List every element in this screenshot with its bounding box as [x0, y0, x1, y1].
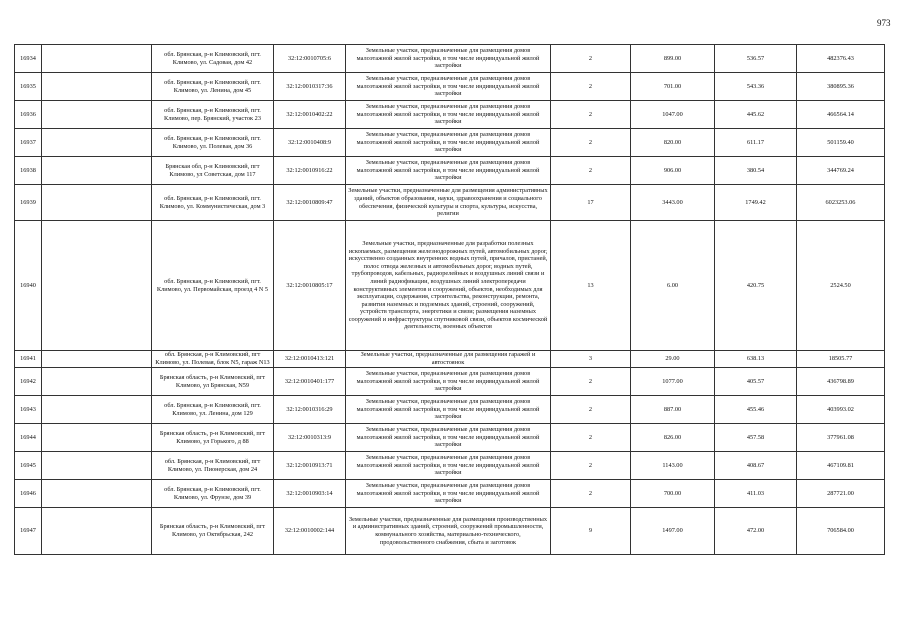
- cell-group: 17: [551, 185, 631, 221]
- cell-record-id: 16941: [15, 351, 42, 368]
- cell-cadastral-value: 467109.81: [797, 452, 885, 480]
- table-row: [15, 45, 885, 73]
- cell-area: 1497.00: [631, 508, 715, 555]
- cell-land-purpose: Земельные участки, предназначенные для разработки полезных ископаемых, размещения железнодорожных путей, автомобильных дорог, искусственно созданных внутренних водных путей, причалов, пристаней, полос отвода железных и автомобильных дорог, водных путей, трубопроводов, кабельных, радиорелейных и воздушных линий связи и линий радиофикации, воздушных линий электропередачи конструктивных элементов и сооружений, объектов, необходимых для эксплуатации, содержания, строительства, реконструкции, ремонта, развития наземных и подземных зданий, строений, сооружений, устройств транспорта, энергетики и связи; размещения наземных сооружений и инфраструктуры спутниковой связи, объектов космической деятельности, военных объектов: [346, 221, 551, 351]
- cell-cadastral-number: 32:12:0010316:29: [274, 396, 346, 424]
- cell-spacer: [42, 221, 152, 351]
- table-row: [15, 480, 885, 508]
- page-number: 973: [877, 18, 891, 28]
- cell-cadastral-number: 32:12:0010809:47: [274, 185, 346, 221]
- cell-area: 820.00: [631, 129, 715, 157]
- cell-specific-value: 445.62: [715, 101, 797, 129]
- cell-group: 13: [551, 221, 631, 351]
- cell-specific-value: 472.00: [715, 508, 797, 555]
- table-row: [15, 351, 885, 368]
- cell-group: 2: [551, 452, 631, 480]
- cell-area: 887.00: [631, 396, 715, 424]
- cell-spacer: [42, 351, 152, 368]
- cell-specific-value: 380.54: [715, 157, 797, 185]
- cell-area: 3443.00: [631, 185, 715, 221]
- cell-spacer: [42, 508, 152, 555]
- cell-group: 2: [551, 73, 631, 101]
- cell-land-purpose: Земельные участки, предназначенные для размещения домов малоэтажной жилой застройки, в том числе индивидуальной жилой застройки: [346, 73, 551, 101]
- cell-address: обл. Брянская, р-н Климовский, пгт. Климово, пер. Брянский, участок 23: [152, 101, 274, 129]
- cell-cadastral-number: 32:12:0010916:22: [274, 157, 346, 185]
- cell-specific-value: 405.57: [715, 368, 797, 396]
- cell-address: Брянская область, р-н Климовский, пгт Климово, ул Горького, д 88: [152, 424, 274, 452]
- cell-group: 3: [551, 351, 631, 368]
- cell-group: 2: [551, 424, 631, 452]
- cell-cadastral-value: 18505.77: [797, 351, 885, 368]
- cell-record-id: 16939: [15, 185, 42, 221]
- cell-spacer: [42, 129, 152, 157]
- cell-record-id: 16946: [15, 480, 42, 508]
- cell-record-id: 16937: [15, 129, 42, 157]
- cell-land-purpose: Земельные участки, предназначенные для размещения домов малоэтажной жилой застройки, в том числе индивидуальной жилой застройки: [346, 452, 551, 480]
- cell-land-purpose: Земельные участки, предназначенные для размещения домов малоэтажной жилой застройки, в том числе индивидуальной жилой застройки: [346, 101, 551, 129]
- cell-spacer: [42, 45, 152, 73]
- cell-cadastral-value: 706584.00: [797, 508, 885, 555]
- cell-area: 826.00: [631, 424, 715, 452]
- table-row: [15, 368, 885, 396]
- cell-area: 1143.00: [631, 452, 715, 480]
- cell-land-purpose: Земельные участки, предназначенные для размещения домов малоэтажной жилой застройки, в том числе индивидуальной жилой застройки: [346, 480, 551, 508]
- table-row: [15, 157, 885, 185]
- cell-address: обл. Брянская, р-н Климовский, пгт. Климово, ул. Фрунзе, дом 39: [152, 480, 274, 508]
- cell-cadastral-number: 32:12:0010408:9: [274, 129, 346, 157]
- table-body: [15, 45, 885, 555]
- cell-group: 9: [551, 508, 631, 555]
- cell-spacer: [42, 185, 152, 221]
- table-row: [15, 129, 885, 157]
- cell-record-id: 16938: [15, 157, 42, 185]
- cell-cadastral-number: 32:12:0010002:144: [274, 508, 346, 555]
- cell-specific-value: 638.13: [715, 351, 797, 368]
- land-plots-table: [14, 44, 885, 555]
- cell-record-id: 16942: [15, 368, 42, 396]
- cell-address: обл. Брянская, р-н Климовский, пгт. Климово, ул. Полевая, дом 36: [152, 129, 274, 157]
- cell-address: обл. Брянская, р-н Климовский, пгт. Климово, ул. Первомайская, проезд 4 N 5: [152, 221, 274, 351]
- table-row: [15, 452, 885, 480]
- cell-land-purpose: Земельные участки, предназначенные для размещения административных зданий, объектов образования, науки, здравоохранения и социального обеспечения, физической культуры и спорта, культуры, искусства, религии: [346, 185, 551, 221]
- cell-land-purpose: Земельные участки, предназначенные для размещения гаражей и автостоянок: [346, 351, 551, 368]
- cell-specific-value: 1749.42: [715, 185, 797, 221]
- cell-record-id: 16943: [15, 396, 42, 424]
- cell-cadastral-value: 466564.14: [797, 101, 885, 129]
- cell-area: 701.00: [631, 73, 715, 101]
- cell-area: 6.00: [631, 221, 715, 351]
- cell-specific-value: 420.75: [715, 221, 797, 351]
- cell-spacer: [42, 73, 152, 101]
- cell-record-id: 16940: [15, 221, 42, 351]
- table-row: [15, 221, 885, 351]
- cell-land-purpose: Земельные участки, предназначенные для размещения домов малоэтажной жилой застройки, в том числе индивидуальной жилой застройки: [346, 424, 551, 452]
- cell-cadastral-number: 32:12:0010805:17: [274, 221, 346, 351]
- cell-cadastral-value: 482376.43: [797, 45, 885, 73]
- cell-cadastral-value: 6023253.06: [797, 185, 885, 221]
- cell-record-id: 16947: [15, 508, 42, 555]
- cell-cadastral-value: 377961.08: [797, 424, 885, 452]
- cell-address: обл. Брянская, р-н Климовский, пгт Климово, ул. Пионерская, дом 24: [152, 452, 274, 480]
- cell-record-id: 16936: [15, 101, 42, 129]
- cell-area: 700.00: [631, 480, 715, 508]
- cell-group: 2: [551, 45, 631, 73]
- cell-group: 2: [551, 157, 631, 185]
- cell-cadastral-number: 32:12:0010913:71: [274, 452, 346, 480]
- cell-specific-value: 611.17: [715, 129, 797, 157]
- table-row: [15, 73, 885, 101]
- cell-cadastral-number: 32:12:0010401:177: [274, 368, 346, 396]
- cell-address: Брянская область, р-н Климовский, пгт Климово, ул Октябрьская, 242: [152, 508, 274, 555]
- cell-group: 2: [551, 101, 631, 129]
- cell-specific-value: 411.03: [715, 480, 797, 508]
- cell-cadastral-number: 32:12:0010317:36: [274, 73, 346, 101]
- cell-land-purpose: Земельные участки, предназначенные для размещения домов малоэтажной жилой застройки, в том числе индивидуальной жилой застройки: [346, 157, 551, 185]
- cell-group: 2: [551, 368, 631, 396]
- cell-group: 2: [551, 129, 631, 157]
- table-row: [15, 396, 885, 424]
- cell-cadastral-number: 32:12:0010313:9: [274, 424, 346, 452]
- cell-cadastral-number: 32:12:0010705:6: [274, 45, 346, 73]
- cell-land-purpose: Земельные участки, предназначенные для размещения производственных и административных зданий, строений, сооружений промышленности, коммунального хозяйства, материально-технического, продовольственного снабжения, сбыта и заготовок: [346, 508, 551, 555]
- cell-spacer: [42, 424, 152, 452]
- cell-specific-value: 543.36: [715, 73, 797, 101]
- cell-address: обл. Брянская, р-н Климовский, пгт. Климово, ул. Коммунистическая, дом 3: [152, 185, 274, 221]
- table-row: [15, 424, 885, 452]
- cell-spacer: [42, 101, 152, 129]
- cell-spacer: [42, 368, 152, 396]
- cell-address: обл. Брянская, р-н Климовский, пгт Климово, ул. Полевая, блок N5, гараж N13: [152, 351, 274, 368]
- cell-cadastral-value: 380895.36: [797, 73, 885, 101]
- cell-address: обл. Брянская, р-н Климовский, пгт. Климово, ул. Ленина, дом 45: [152, 73, 274, 101]
- table-row: [15, 508, 885, 555]
- cell-record-id: 16944: [15, 424, 42, 452]
- cell-land-purpose: Земельные участки, предназначенные для размещения домов малоэтажной жилой застройки, в том числе индивидуальной жилой застройки: [346, 368, 551, 396]
- cell-group: 2: [551, 396, 631, 424]
- cell-spacer: [42, 480, 152, 508]
- cell-specific-value: 455.46: [715, 396, 797, 424]
- cell-area: 906.00: [631, 157, 715, 185]
- cell-address: обл. Брянская, р-н Климовский, пгт. Климово, ул. Садовая, дом 42: [152, 45, 274, 73]
- cell-spacer: [42, 452, 152, 480]
- cell-address: Брянская область, р-н Климовский, пгт Климово, ул Брянская, N59: [152, 368, 274, 396]
- cell-address: Брянская обл, р-н Климовский, пгт Климово, ул Советская, дом 117: [152, 157, 274, 185]
- cell-cadastral-value: 403993.02: [797, 396, 885, 424]
- cell-area: 29.00: [631, 351, 715, 368]
- cell-specific-value: 408.67: [715, 452, 797, 480]
- cell-spacer: [42, 396, 152, 424]
- cell-spacer: [42, 157, 152, 185]
- table-row: [15, 101, 885, 129]
- cell-cadastral-value: 2524.50: [797, 221, 885, 351]
- cell-specific-value: 536.57: [715, 45, 797, 73]
- cell-area: 1077.00: [631, 368, 715, 396]
- table-row: [15, 185, 885, 221]
- cell-record-id: 16935: [15, 73, 42, 101]
- cell-cadastral-value: 436798.89: [797, 368, 885, 396]
- cell-land-purpose: Земельные участки, предназначенные для размещения домов малоэтажной жилой застройки, в том числе индивидуальной жилой застройки: [346, 396, 551, 424]
- cell-land-purpose: Земельные участки, предназначенные для размещения домов малоэтажной жилой застройки, в том числе индивидуальной жилой застройки: [346, 45, 551, 73]
- cell-cadastral-number: 32:12:0010903:14: [274, 480, 346, 508]
- cell-record-id: 16934: [15, 45, 42, 73]
- cell-group: 2: [551, 480, 631, 508]
- cell-specific-value: 457.58: [715, 424, 797, 452]
- cell-cadastral-value: 501159.40: [797, 129, 885, 157]
- cell-cadastral-value: 287721.00: [797, 480, 885, 508]
- cell-record-id: 16945: [15, 452, 42, 480]
- cell-area: 1047.00: [631, 101, 715, 129]
- cell-address: обл. Брянская, р-н Климовский, пгт. Климово, ул. Ленина, дом 129: [152, 396, 274, 424]
- cell-cadastral-number: 32:12:0010413:121: [274, 351, 346, 368]
- cell-cadastral-number: 32:12:0010402:22: [274, 101, 346, 129]
- cell-land-purpose: Земельные участки, предназначенные для размещения домов малоэтажной жилой застройки, в том числе индивидуальной жилой застройки: [346, 129, 551, 157]
- cell-cadastral-value: 344769.24: [797, 157, 885, 185]
- cell-area: 899.00: [631, 45, 715, 73]
